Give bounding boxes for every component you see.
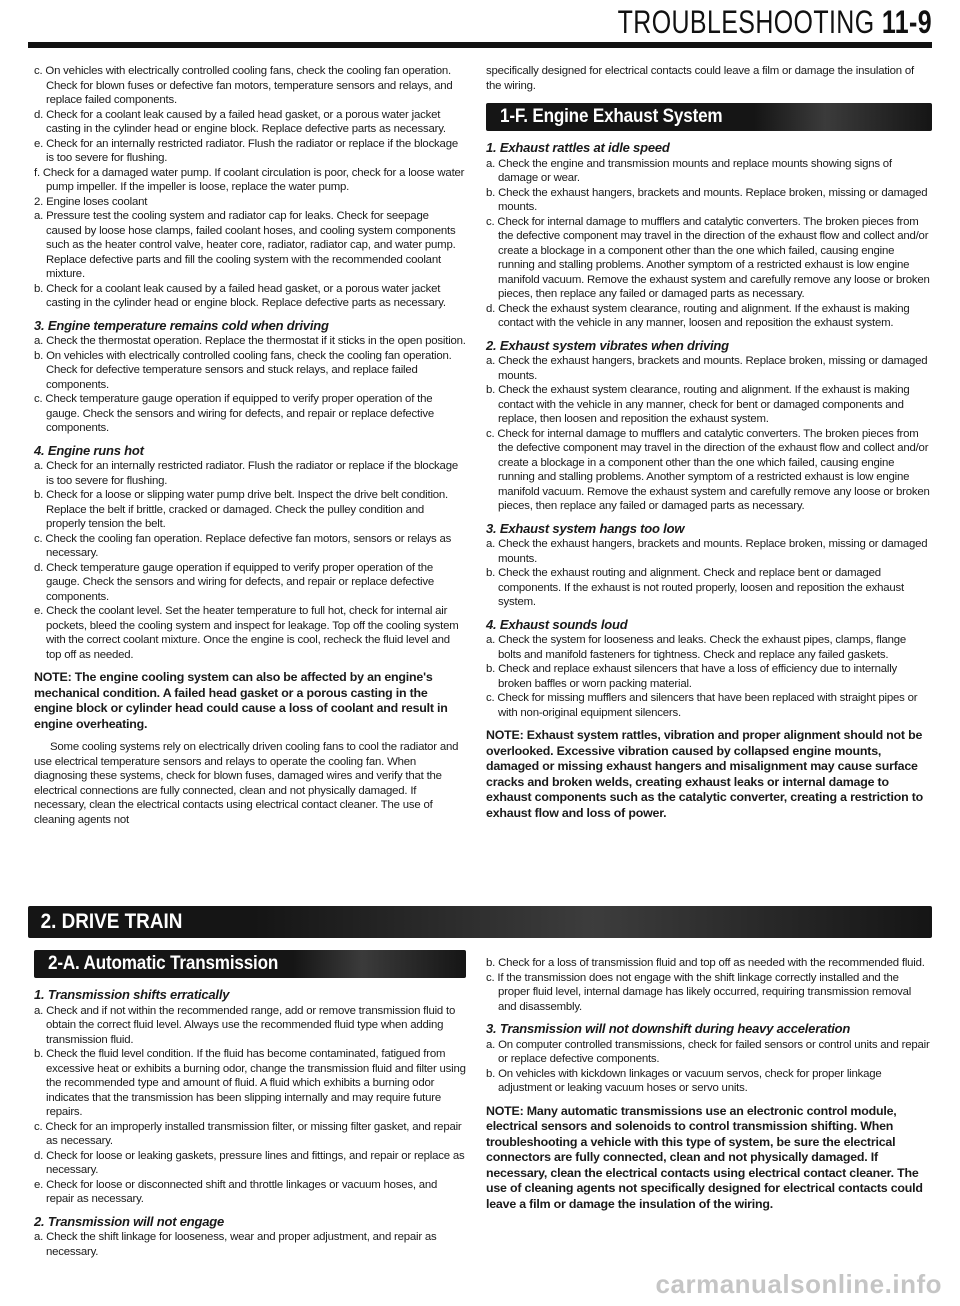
right-column-lower [486,956,932,1212]
list-item: e. Check the coolant level. Set the heater temperature to full hot, check for internal air pockets, bleed the cooling system and inspect for leakage. Top off the cooling system with the correct coolant mixture. Once the engine is cool, recheck the fluid level and top off as needed. [34,605,459,661]
left-column-lower [34,950,466,1259]
list-item: c. Check temperature gauge operation if equipped to verify proper operation of the gauge. Check the sensors and wiring for defects, and repair or replace defective components. [34,393,434,434]
list-item: b. Check for a loose or slipping water pump drive belt. Inspect the drive belt condition. Replace the belt if brittle, cracked or damaged. Check the pulley condition and properly tension the belt. [34,489,449,530]
list-item: c. Check for internal damage to mufflers and catalytic converters. The broken pieces from the defective component may travel in the direction of the exhaust flow and collect and/or create a blockage in a component other than the one which failed, causing engine running and stalling problems. Another symptom of a restricted exhaust is low engine manifold vacuum. Remove the exhaust system and carefully remove any loose or broken pieces, then replace any failed or damaged parts as necessary. [486,427,930,512]
subsection-title: 4. Engine runs hot [34,442,144,458]
chapter-bar [28,906,932,938]
list-item: c. On vehicles with electrically controlled cooling fans, check the cooling fan operation. Check for blown fuses or defective fan motors, temperature sensors and relays, and replace failed components. [34,65,453,106]
right-column [486,64,932,821]
page-header [0,0,960,50]
section-bar-label: 1-F. Engine Exhaust System [500,106,723,127]
list-item: b. Check and replace exhaust silencers that have a loss of efficiency due to internally broken baffles or worn packing material. [486,663,898,690]
subsection-title: 2. Transmission will not engage [34,1213,225,1229]
left-column [34,64,466,827]
list-item: d. Check for loose or leaking gaskets, pressure lines and fittings, and repair or replace as necessary. [34,1149,465,1176]
subsection-title: 4. Exhaust sounds loud [486,616,628,632]
list-item: a. Check the exhaust hangers, brackets and mounts. Replace broken, missing or damaged mounts. [486,355,928,382]
section-bar-label: 2-A. Automatic Transmission [48,953,279,974]
subsection-title: 3. Engine temperature remains cold when driving [34,317,329,333]
list-item: b. Check for a coolant leak caused by a failed head gasket, or a porous water jacket casting in the cylinder head or engine block. Replace defective parts as necessary. [34,282,446,309]
list-item: e. Check for an internally restricted radiator. Flush the radiator or replace if the blockage is too severe for flushing. [34,137,458,164]
page-title [618,4,932,41]
list-item: c. Check for internal damage to mufflers and catalytic converters. The broken pieces from the defective component may travel in the direction of the exhaust flow and collect and/or create a blockage in a component other than the one which failed, causing engine running and stalling problems. Another symptom of a restricted exhaust is low engine manifold vacuum. Remove the exhaust system and carefully remove any loose or broken pieces, then replace any failed or damaged parts as necessary. [486,215,930,300]
list-item: b. On vehicles with kickdown linkages or vacuum servos, check for proper linkage adjustment or leaking vacuum hoses or servo units. [486,1067,882,1094]
list-item: a. Pressure test the cooling system and radiator cap for leaks. Check for seepage caused by loose hose clamps, failed coolant hoses, and cooling system components such as the heater control valve, heater core, radiator, radiator cap, and water pump. Replace defective parts and fill the cooling system with the recommended coolant mixture. [34,210,456,280]
body-paragraph: specifically designed for electrical contacts could leave a film or damage the insulation of the wiring. [486,65,914,92]
note: NOTE: The engine cooling system can also be affected by an engine's mechanical condition. A failed head gasket or a porous casting in the engine block or cylinder head could cause a loss of coolant and result in engine overheating. [34,670,448,731]
page-number: 11-9 [881,4,932,40]
subsection-title: 3. Transmission will not downshift during heavy acceleration [486,1021,851,1036]
list-item: b. Check for a loss of transmission fluid and top off as needed with the recommended fluid. [486,957,925,969]
chapter-bar-label: 2. DRIVE TRAIN [40,910,183,933]
list-item: b. On vehicles with electrically controlled cooling fans, check the cooling fan operation. Check for defective temperature sensors and stuck relays, and replace failed components. [34,349,452,391]
list-item: a. Check for an internally restricted radiator. Flush the radiator or replace if the blockage is too severe for flushing. [34,460,458,487]
list-item: e. Check for loose or disconnected shift and throttle linkages or vacuum hoses, and repair as necessary. [34,1178,438,1205]
list-item: a. Check the shift linkage for looseness, wear and proper adjustment, and repair as necessary. [34,1231,437,1258]
list-item: a. Check and if not within the recommended range, add or remove transmission fluid to obtain the correct fluid level. Always use the recommended fluid type when adding transmission fluid. [34,1004,456,1046]
list-item: b. Check the exhaust hangers, brackets and mounts. Replace broken, missing or damaged mounts. [486,186,928,213]
list-item: c. If the transmission does not engage with the shift linkage correctly installed and the proper fluid level, internal damage has likely occurred, requiring transmission removal and disassembly. [486,971,912,1013]
list-item: b. Check the exhaust routing and alignment. Check and replace bent or damaged components. If the exhaust is not routed properly, loosen and reposition the exhaust system. [486,567,904,608]
list-item: b. Check the exhaust system clearance, routing and alignment. If the exhaust is making contact with the vehicle in any manner, check for bent or damaged components and replace, then loosen and reposition the exhaust system. [486,384,910,425]
list-item: b. Check the fluid level condition. If the fluid has become contaminated, fatigued from excessive heat or exhibits a burning odor, change the transmission fluid and filter using the recommended type and amount of fluid. A fluid which exhibits a burning odor indicates that the transmission has been slipping internally and may require future repairs. [34,1048,466,1118]
subsection-title: 1. Exhaust rattles at idle speed [486,140,670,155]
watermark: carmanualsonline.info [655,1269,942,1299]
section-bar [486,103,932,131]
list-item: d. Check for a coolant leak caused by a failed head gasket, or a porous water jacket casting in the cylinder head or engine block. Replace defective parts as necessary. [34,108,446,135]
list-item: c. Check for missing mufflers and silencers that have been replaced with straight pipes or with non-original equipment silencers. [486,692,918,719]
list-item: c. Check the cooling fan operation. Replace defective fan motors, sensors or relays as necessary. [34,532,452,559]
list-item: a. Check the thermostat operation. Replace the thermostat if it sticks in the open position. [34,335,466,347]
subsection-title: 2. Exhaust system vibrates when driving [486,337,729,353]
subsection-title: 2. Engine loses coolant [34,195,148,208]
subsection-title: 3. Exhaust system hangs too low [486,520,685,536]
list-item: c. Check for an improperly installed transmission filter, or missing filter gasket, and repair as necessary. [34,1120,462,1147]
body-paragraph: Some cooling systems rely on electrically driven cooling fans to cool the radiator and use electrical temperature sensors and relays to operate the cooling fan. When diagnosing these systems, check for blown fuses, damaged wires and verify that the electrical connections are fully connected, clean and not physically damaged. If necessary, clean the electrical contacts using electrical contact cleaner. The use of cleaning agents not [34,741,459,826]
header-rule [28,42,932,48]
section-bar [34,950,466,978]
list-item: a. Check the exhaust hangers, brackets and mounts. Replace broken, missing or damaged mounts. [486,538,928,565]
list-item: a. On computer controlled transmissions, check for failed sensors or control units and repair or replace defective components. [486,1038,930,1065]
section-title: TROUBLESHOOTING [617,4,882,40]
list-item: a. Check the engine and transmission mounts and replace mounts showing signs of damage or wear. [486,157,892,184]
subsection-title: 1. Transmission shifts erratically [34,987,230,1002]
list-item: a. Check the system for looseness and leaks. Check the exhaust pipes, clamps, flange bolts and manifold fasteners for tightness. Check and replace any failed gaskets. [486,634,907,661]
list-item: d. Check the exhaust system clearance, routing and alignment. If the exhaust is making contact with the vehicle in any manner, loosen and reposition the exhaust system. [486,302,910,329]
note: NOTE: Exhaust system rattles, vibration and proper alignment should not be overlooked. Excessive vibration caused by collapsed engine mounts, damaged or missing exhaust hangers and misalignment may cause surface cracks and broken welds, creating exhaust leaks or internal damage to exhaust components such as the catalytic converter, creating a restriction to exhaust flow and loss of power. [486,728,924,820]
note: NOTE: Many automatic transmissions use an electronic control module, electrical sensors and solenoids to control transmission shifting. When troubleshooting a vehicle with this type of system, be sure the electrical connectors are fully connected, clean and not physically damaged. If necessary, clean the electrical contacts using electrical contact cleaner. The use of cleaning agents not specifically designed for electrical contacts could leave a film or damage the insulation of the wiring. [486,1103,923,1211]
list-item: f. Check for a damaged water pump. If coolant circulation is poor, check for a loose water pump impeller. If the impeller is loose, replace the water pump. [34,166,465,193]
list-item: d. Check temperature gauge operation if equipped to verify proper operation of the gauge. Check the sensors and wiring for defects, and repair or replace defective components. [34,561,434,603]
